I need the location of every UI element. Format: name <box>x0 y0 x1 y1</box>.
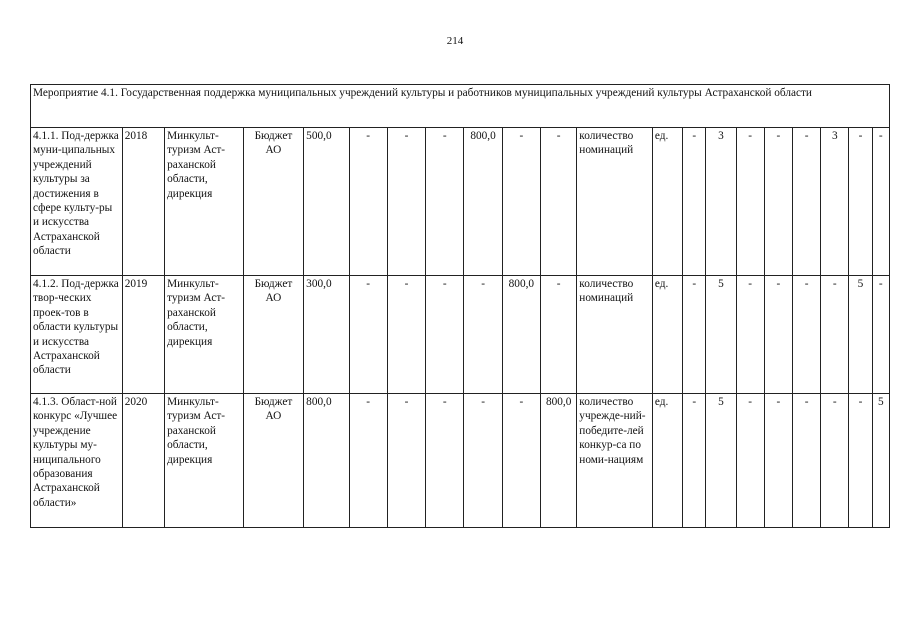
funding-year-value: - <box>541 276 577 394</box>
indicator-value: - <box>821 394 849 528</box>
indicator-value: 3 <box>706 128 736 276</box>
indicator-value: - <box>736 128 764 276</box>
measure-executor: Минкульт-туризм Аст-раханской области, дирекция <box>165 128 244 276</box>
activity-header: Мероприятие 4.1. Государственная поддержка муниципальных учреждений культуры и работников муниципальных учреждений культуры Астраханской области <box>31 85 890 128</box>
indicator-value: - <box>849 394 872 528</box>
funding-year-value: - <box>349 394 387 528</box>
funding-year-value: - <box>387 394 425 528</box>
table-row <box>31 128 890 276</box>
indicator-value: - <box>821 276 849 394</box>
indicator-value: - <box>736 394 764 528</box>
funding-year-value: - <box>426 394 464 528</box>
funding-year-value: - <box>426 276 464 394</box>
funding-year-value: - <box>387 276 425 394</box>
indicator-value: - <box>683 276 706 394</box>
indicator-value: - <box>872 276 889 394</box>
funding-year-value: - <box>464 276 502 394</box>
indicator-name: количество учрежде-ний-победите-лей конкур-са по номи-нациям <box>577 394 653 528</box>
funding-source: Бюджет АО <box>243 394 303 528</box>
program-table <box>30 84 890 528</box>
funding-year-value: 800,0 <box>541 394 577 528</box>
measure-executor: Минкульт-туризм Аст-раханской области, дирекция <box>165 394 244 528</box>
indicator-value: - <box>683 394 706 528</box>
funding-total: 300,0 <box>304 276 349 394</box>
indicator-unit: ед. <box>652 394 682 528</box>
table-row <box>31 276 890 394</box>
indicator-value: - <box>764 394 792 528</box>
indicator-value: - <box>792 276 820 394</box>
indicator-value: 3 <box>821 128 849 276</box>
funding-source: Бюджет АО <box>243 276 303 394</box>
measure-year: 2019 <box>122 276 164 394</box>
measure-name: 4.1.1. Под-держка муни-ципальных учреждений культуры за достижения в сфере культу-ры и искусства Астраханской области <box>31 128 123 276</box>
measure-executor: Минкульт-туризм Аст-раханской области, дирекция <box>165 276 244 394</box>
indicator-value: - <box>764 128 792 276</box>
indicator-unit: ед. <box>652 276 682 394</box>
indicator-value: - <box>872 128 889 276</box>
funding-total: 500,0 <box>304 128 349 276</box>
funding-year-value: - <box>349 128 387 276</box>
indicator-value: 5 <box>872 394 889 528</box>
indicator-value: 5 <box>706 276 736 394</box>
indicator-unit: ед. <box>652 128 682 276</box>
indicator-value: 5 <box>849 276 872 394</box>
indicator-value: - <box>792 394 820 528</box>
funding-source: Бюджет АО <box>243 128 303 276</box>
indicator-value: - <box>683 128 706 276</box>
funding-year-value: 800,0 <box>464 128 502 276</box>
indicator-value: - <box>764 276 792 394</box>
funding-year-value: 800,0 <box>502 276 540 394</box>
funding-year-value: - <box>426 128 464 276</box>
indicator-value: - <box>736 276 764 394</box>
funding-year-value: - <box>541 128 577 276</box>
measure-name: 4.1.2. Под-держка твор-ческих проек-тов в области культуры и искусства Астраханской области <box>31 276 123 394</box>
funding-year-value: - <box>464 394 502 528</box>
table-row <box>31 394 890 528</box>
funding-year-value: - <box>387 128 425 276</box>
page-number: 214 <box>446 35 464 47</box>
indicator-value: - <box>849 128 872 276</box>
indicator-value: 5 <box>706 394 736 528</box>
indicator-name: количество номинаций <box>577 128 653 276</box>
measure-year: 2020 <box>122 394 164 528</box>
indicator-name: количество номинаций <box>577 276 653 394</box>
funding-year-value: - <box>349 276 387 394</box>
funding-year-value: - <box>502 394 540 528</box>
funding-total: 800,0 <box>304 394 349 528</box>
indicator-value: - <box>792 128 820 276</box>
table-header-row <box>31 85 890 128</box>
measure-year: 2018 <box>122 128 164 276</box>
funding-year-value: - <box>502 128 540 276</box>
measure-name: 4.1.3. Област-ной конкурс «Лучшее учреждение культуры му-ниципального образования Астраханской области» <box>31 394 123 528</box>
